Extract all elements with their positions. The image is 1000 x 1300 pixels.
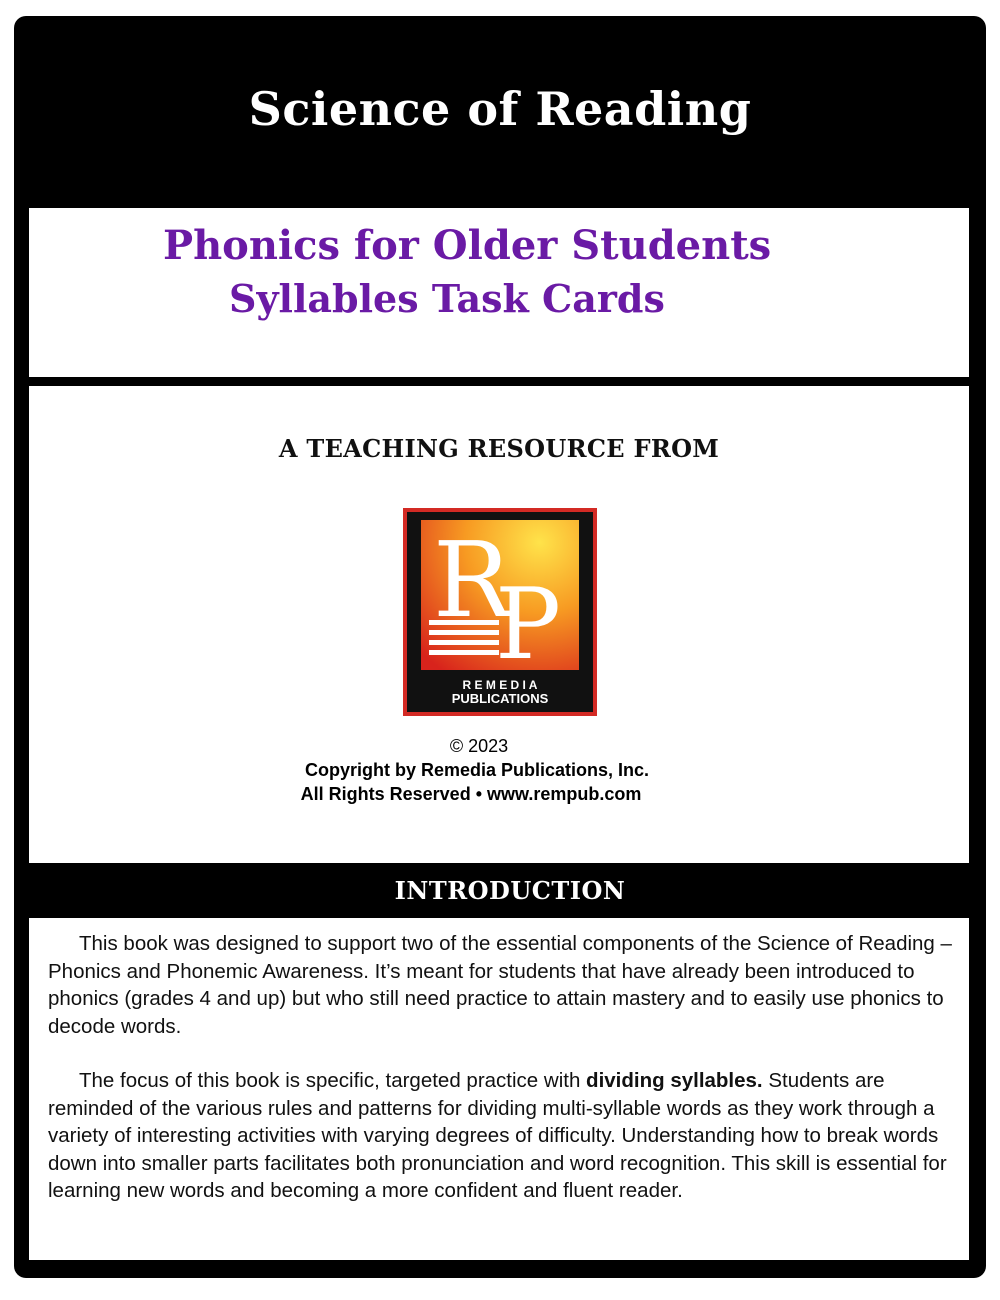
logo-monogram-r: R bbox=[433, 519, 512, 641]
intro-paragraph-2-bold: dividing syllables. bbox=[586, 1069, 763, 1092]
intro-paragraph-2-end: Students are reminded of the various rules and patterns for dividing multi-syllable words as they work through a variety of interesting activities with varying degrees of difficulty. Understanding how to break words down into smaller parts facilitates both pronunciation and word recognition. This skill is essential for learning new words and becoming a more confident and fluent reader. bbox=[48, 1069, 947, 1202]
publisher-logo bbox=[403, 508, 597, 716]
title-box bbox=[29, 208, 969, 377]
series-title: Science of Reading bbox=[248, 82, 752, 136]
intro-paragraph-1: This book was designed to support two of the essential components of the Science of Reading – Phonics and Phonemic Awareness. It’s meant for students that have already been introduced to phonics (grades 4 and up) but who still need practice to attain mastery and to easily use phonics to decode words. bbox=[48, 932, 952, 1038]
introduction-heading: INTRODUCTION bbox=[394, 876, 626, 905]
resource-box bbox=[29, 386, 969, 863]
copyright-line: Copyright by Remedia Publications, Inc. bbox=[304, 760, 650, 780]
intro-paragraph-2-start: The focus of this book is specific, targeted practice with bbox=[79, 1069, 587, 1092]
copyright-year: © 2023 bbox=[449, 736, 509, 756]
rights-line: All Rights Reserved • www.rempub.com bbox=[300, 784, 642, 804]
logo-monogram-p: P bbox=[495, 568, 561, 682]
introduction-text bbox=[48, 930, 958, 1232]
introduction-box bbox=[29, 918, 969, 1260]
intro-paragraph-2 bbox=[48, 1067, 958, 1205]
logo-name-line2: PUBLICATIONS bbox=[451, 691, 549, 706]
resource-heading: A TEACHING RESOURCE FROM bbox=[278, 434, 720, 463]
book-title: Phonics for Older Students bbox=[163, 222, 772, 269]
book-subtitle: Syllables Task Cards bbox=[229, 276, 665, 321]
logo-name-line1: R E M E D I A bbox=[462, 678, 538, 692]
